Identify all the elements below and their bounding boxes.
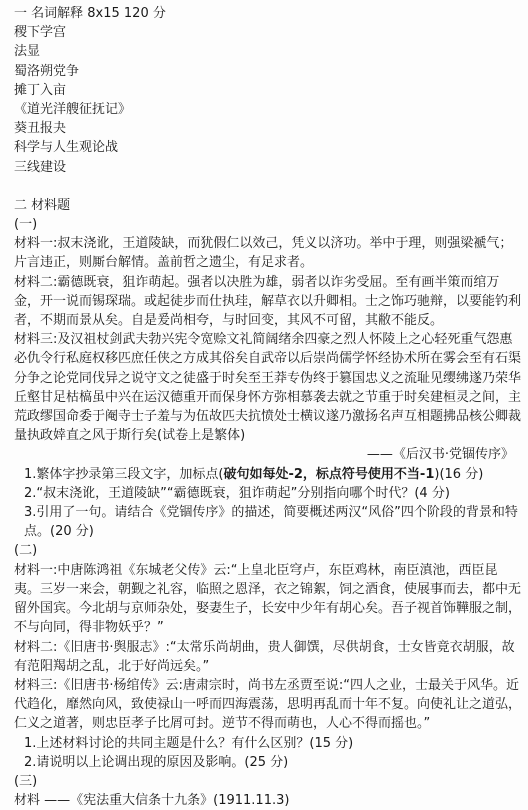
material-paragraph: 材料三:《旧唐书·杨绾传》云:唐肃宗时，尚书左丞贾至说:“四人之业，士最关于风华。近代趋化，靡然向风，致使禄山一呼而四海震荡，思明再乱而十年不复。向使礼让之道弘，仁义之道著，则忠臣孝子比屑可封。逆节不得而萌也，人心不得而摇也。” <box>14 677 522 732</box>
term-list <box>14 23 522 177</box>
section1-heading: 一 名词解释 8x15 120 分 <box>14 6 166 21</box>
term-item: 摊丁入亩 <box>14 82 67 98</box>
material-paragraph: 材料三:及汉祖杖剑武夫勃兴宪令宽赊文礼简阔绪余四豪之烈人怀陵上之心轻死重气怨惠必仇令行私庭权移匹庶任侠之方成其俗矣自武帝以后崇尚儒学怀经协术所在雾会至有石渠分争之论党同伐异之说守文之徒盛于时矣至王莽专伪终于篡国忠义之流耻见缨绋遂乃荣华丘壑甘足枯槁虽中兴在运汉德重开而保身怀方弥相慕袭去就之节重于时矣建桓灵之间，主荒政缪国命委于阉寺士子羞与为伍故匹夫抗愤处士横议遂乃激扬名声互相题拂品核公卿裁量执政婞直之风于斯行矣(试卷上是繁体) <box>14 332 522 444</box>
term-item: 科学与人生观论战 <box>14 140 119 156</box>
term-item: 三线建设 <box>14 159 67 175</box>
part1-label: (一) <box>14 217 38 233</box>
question-1: 1.上述材料讨论的共同主题是什么？有什么区别？(15 分) <box>24 735 354 751</box>
part3-label: (三) <box>14 773 38 789</box>
question-2: 2.“叔末浇讹，王道陵缺”“霸德既衰，狙诈萌起”分别指向哪个时代？(4 分) <box>24 485 450 501</box>
term-item: 稷下学宫 <box>14 25 67 41</box>
term-item: 法显 <box>14 44 41 60</box>
term-item: 葵丑报夬 <box>14 121 67 137</box>
source-citation: ——《后汉书·党锢传序》 <box>366 447 514 463</box>
material-paragraph: 材料一:中唐陈鸿祖《东城老父传》云:“上皇北臣穹卢，东臣鸡林，南臣滇池，西臣昆夷。三岁一来会，朝觐之礼容，临照之恩泽，衣之锦絮，饲之酒食，使展事而去，都中无留外国宾。今北胡与京师杂处，娶妻生子，长安中少年有胡心矣。吾子视首饰鞾服之制，不与向同，得非物妖乎？” <box>14 562 522 636</box>
part2-label: (二) <box>14 543 38 559</box>
question-1 <box>14 465 522 484</box>
term-item: 蜀洛朔党争 <box>14 63 80 79</box>
section2-heading: 二 材料题 <box>14 197 71 213</box>
material-heading: 材料 ——《宪法重大信条十九条》(1911.11.3) <box>14 793 290 809</box>
material-paragraph: 材料二:霸德既衰，狙诈萌起。强者以决胜为雄，弱者以诈劣受屈。至有画半策而绾万金，开一说而锡琛瑞。或起徒步而仕执珪，解草衣以升卿相。士之饰巧驰辩，以要能钓利者，不期而景从矣。自是爰尚相夸，与时回变，其风不可留，其敝不能反。 <box>14 274 522 329</box>
question-2: 2.请说明以上论调出现的原因及影响。(25 分) <box>24 754 289 770</box>
question-text: 1.繁体字抄录第三段文字，加标点( <box>24 466 224 482</box>
spacer <box>14 177 522 196</box>
question-score: )(16 分) <box>434 466 484 482</box>
material-paragraph: 材料一:叔末浇讹，王道陵缺，而犹假仁以效己，凭义以济功。举中于理，则强梁褫气；片言违正，则厮台解情。盖前哲之遗尘，有足求者。 <box>14 236 513 271</box>
material-paragraph: 材料二:《旧唐书·舆服志》:“太常乐尚胡曲，贵人御馔，尽供胡食，士女皆竟衣胡服，故有范阳羯胡之乱，北于好尚远矣。” <box>14 639 515 674</box>
question-3: 3.引用了一句。请结合《党锢传序》的描述，简要概述两汉“风俗”四个阶段的背景和特点。(20 分) <box>24 505 518 540</box>
scoring-note: 破句如每处-2，标点符号使用不当-1 <box>223 466 435 482</box>
term-item: 《道光洋艘征抚记》 <box>14 102 132 118</box>
